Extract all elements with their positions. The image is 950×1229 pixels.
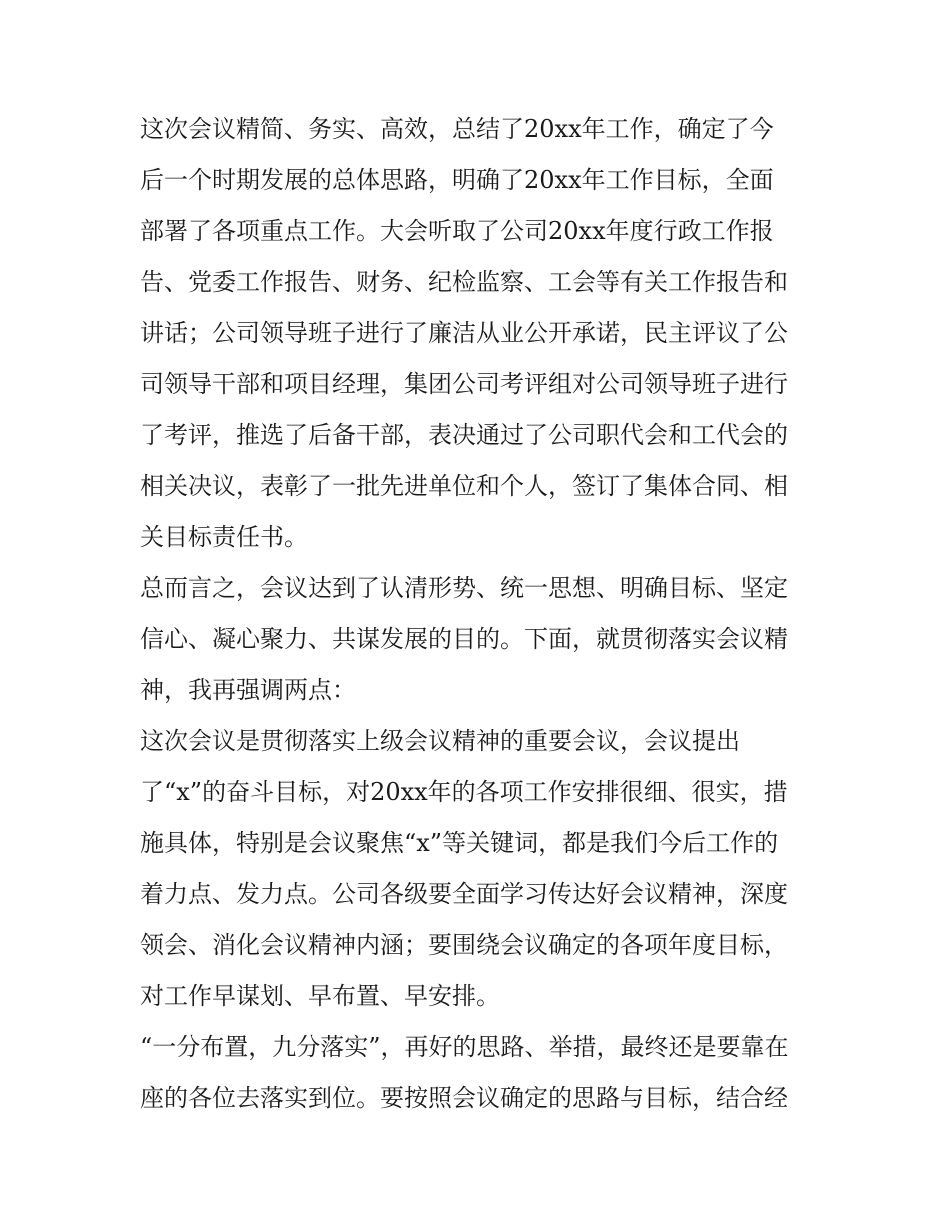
- text-line: 相关决议，表彰了一批先进单位和个人，签订了集体合同、相: [140, 472, 788, 500]
- text-line: 讲话；公司领导班子进行了廉洁从业公开承诺，民主评议了公: [140, 319, 788, 347]
- text-line: 对工作早谋划、早布置、早安排。: [140, 982, 500, 1010]
- text-line: 了考评，推选了后备干部，表决通过了公司职代会和工代会的: [140, 421, 788, 449]
- text-line: 信心、凝心聚力、共谋发展的目的。下面，就贯彻落实会议精: [140, 625, 788, 653]
- text-line: 关目标责任书。: [140, 523, 308, 551]
- text-line: 这次会议是贯彻落实上级会议精神的重要会议，会议提出: [140, 727, 740, 755]
- text-line: 部署了各项重点工作。大会听取了公司20xx年度行政工作报: [140, 217, 774, 245]
- document-body: [140, 104, 820, 1124]
- text-line: 这次会议精简、务实、高效，总结了20xx年工作，确定了今: [140, 115, 774, 143]
- text-line: 着力点、发力点。公司各级要全面学习传达好会议精神，深度: [140, 880, 788, 908]
- text-line: 领会、消化会议精神内涵；要围绕会议确定的各项年度目标，: [140, 931, 788, 959]
- text-line: 神，我再强调两点：: [140, 676, 356, 704]
- text-line: 施具体，特别是会议聚焦“x”等关键词，都是我们今后工作的: [140, 829, 779, 857]
- text-line: 总而言之，会议达到了认清形势、统一思想、明确目标、坚定: [140, 574, 788, 602]
- text-line: 后一个时期发展的总体思路，明确了20xx年工作目标，全面: [140, 166, 774, 194]
- text-line: 座的各位去落实到位。要按照会议确定的思路与目标，结合经: [140, 1084, 788, 1112]
- text-line: 司领导干部和项目经理，集团公司考评组对公司领导班子进行: [140, 370, 788, 398]
- text-line: 了“x”的奋斗目标，对20xx年的各项工作安排很细、很实，措: [140, 778, 788, 806]
- text-line: “一分布置，九分落实”，再好的思路、举措，最终还是要靠在: [140, 1033, 789, 1061]
- text-line: 告、党委工作报告、财务、纪检监察、工会等有关工作报告和: [140, 268, 788, 296]
